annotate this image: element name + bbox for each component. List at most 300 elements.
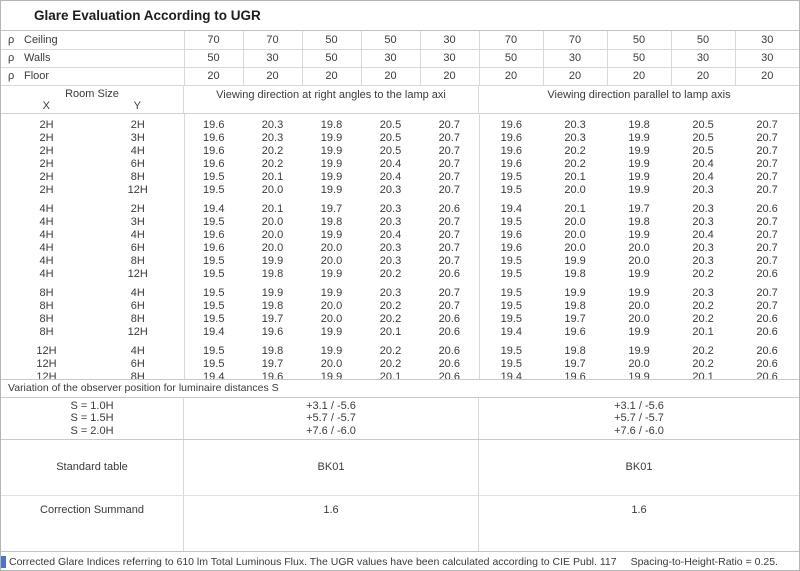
ugr-value-parallel: 19.4 — [500, 370, 523, 380]
ugr-value-right-angles: 19.9 — [320, 286, 343, 299]
ugr-value-right-angles: 19.6 — [203, 144, 225, 157]
ugr-values-section — [1, 114, 799, 380]
ugr-value-parallel: 20.3 — [692, 202, 714, 215]
ugr-value-right-angles: 20.7 — [420, 119, 479, 132]
reflectance-value: 70 — [243, 31, 302, 49]
room-size-x: 4H — [39, 267, 54, 280]
ugr-value-parallel: 20.3 — [692, 183, 714, 196]
ugr-value-right-angles: 20.7 — [420, 171, 479, 184]
ugr-value-parallel: 20.1 — [564, 202, 586, 215]
ugr-value-right-angles: 19.7 — [261, 357, 284, 370]
ugr-value-right-angles: 20.6 — [420, 358, 479, 371]
spacing-ratio-note: Spacing-to-Height-Ratio = 0.25. — [630, 555, 778, 568]
ugr-value-parallel: 20.3 — [692, 254, 714, 267]
ugr-value-parallel: 19.9 — [628, 157, 650, 170]
ugr-row — [1, 287, 799, 300]
ugr-value-parallel: 20.6 — [756, 344, 778, 357]
ugr-value-parallel: 20.7 — [756, 228, 778, 241]
ugr-value-right-angles: 20.0 — [320, 357, 343, 370]
ugr-value-right-angles: 20.0 — [261, 241, 284, 254]
ugr-value-parallel: 20.7 — [756, 286, 778, 299]
distance-value-parallel: +3.1 / -5.6 — [614, 399, 664, 412]
ugr-value-right-angles: 19.5 — [203, 312, 225, 325]
ugr-value-parallel: 19.6 — [564, 325, 586, 338]
reflectance-value: 70 — [184, 31, 243, 49]
ugr-value-right-angles: 19.5 — [203, 267, 225, 280]
ugr-value-parallel: 20.6 — [756, 325, 778, 338]
ugr-value-right-angles: 19.8 — [320, 118, 343, 131]
ugr-value-right-angles: 20.3 — [379, 215, 402, 228]
ugr-value-right-angles: 20.4 — [379, 170, 402, 183]
ugr-value-right-angles: 19.5 — [203, 215, 225, 228]
ugr-value-right-angles: 20.0 — [320, 299, 343, 312]
room-size-x: 4H — [39, 202, 54, 215]
ugr-value-right-angles: 20.1 — [379, 325, 402, 338]
ugr-value-parallel: 20.2 — [692, 267, 714, 280]
ugr-value-right-angles: 19.6 — [203, 228, 225, 241]
ugr-value-right-angles: 20.4 — [379, 157, 402, 170]
room-size-y: 4H — [92, 345, 184, 358]
ugr-value-parallel: 19.6 — [500, 241, 523, 254]
reflectance-value: 30 — [671, 49, 735, 67]
ugr-value-right-angles: 20.0 — [261, 183, 284, 196]
ugr-value-parallel: 19.5 — [500, 299, 523, 312]
room-size-x: 8H — [39, 299, 54, 312]
ugr-value-right-angles: 19.9 — [320, 131, 343, 144]
room-size-x: 2H — [39, 144, 54, 157]
ugr-value-right-angles: 20.2 — [379, 267, 402, 280]
footer-note-bar — [1, 552, 799, 571]
ugr-row — [1, 358, 799, 371]
ugr-value-right-angles: 20.0 — [261, 228, 284, 241]
ugr-value-right-angles: 20.7 — [420, 242, 479, 255]
ugr-value-parallel: 20.3 — [564, 131, 586, 144]
correction-summand-value-right-angles: 1.6 — [184, 496, 479, 551]
distance-value-right-angles: +7.6 / -6.0 — [306, 424, 356, 437]
ugr-value-right-angles: 20.0 — [320, 241, 343, 254]
ugr-value-right-angles: 20.5 — [379, 118, 402, 131]
ugr-value-parallel: 20.0 — [628, 357, 650, 370]
ugr-value-parallel: 20.3 — [564, 118, 586, 131]
reflectance-value: 30 — [420, 31, 479, 49]
ugr-value-right-angles: 19.4 — [203, 325, 225, 338]
ugr-value-right-angles: 20.5 — [379, 144, 402, 157]
reflectance-value: 30 — [361, 49, 420, 67]
ugr-value-parallel: 20.6 — [756, 202, 778, 215]
ugr-value-parallel: 19.5 — [500, 215, 523, 228]
ugr-value-right-angles: 19.9 — [320, 170, 343, 183]
ugr-value-right-angles: 19.6 — [203, 241, 225, 254]
ugr-value-right-angles: 19.9 — [320, 370, 343, 380]
ugr-value-right-angles: 20.6 — [420, 268, 479, 281]
room-size-x: 4H — [39, 215, 54, 228]
ugr-value-parallel: 19.5 — [500, 254, 523, 267]
reflectance-label — [1, 49, 184, 67]
ugr-value-right-angles: 19.9 — [320, 157, 343, 170]
ugr-value-parallel: 20.5 — [692, 144, 714, 157]
standard-table-value-parallel: BK01 — [625, 461, 653, 473]
room-size-x: 8H — [39, 312, 54, 325]
ugr-value-parallel: 19.9 — [628, 370, 650, 380]
room-size-x: 2H — [39, 170, 54, 183]
ugr-value-right-angles: 20.3 — [379, 286, 402, 299]
ugr-value-right-angles: 19.9 — [261, 286, 284, 299]
ugr-row — [1, 255, 799, 268]
ugr-row — [1, 171, 799, 184]
ugr-value-parallel: 19.5 — [500, 267, 523, 280]
ugr-value-parallel: 19.6 — [564, 370, 586, 380]
ugr-row — [1, 345, 799, 358]
ugr-row — [1, 300, 799, 313]
x-column-label: X — [42, 99, 50, 112]
ugr-value-parallel: 19.9 — [628, 325, 650, 338]
ugr-value-right-angles: 19.9 — [320, 183, 343, 196]
ugr-row — [1, 242, 799, 255]
ugr-value-parallel: 19.8 — [564, 267, 586, 280]
reflectance-name: Floor — [24, 70, 50, 82]
ugr-value-right-angles: 20.2 — [261, 157, 284, 170]
ugr-value-right-angles: 20.3 — [261, 131, 284, 144]
column-header-band — [1, 86, 799, 114]
ugr-value-right-angles: 19.8 — [320, 215, 343, 228]
room-size-y: 6H — [92, 300, 184, 313]
reflectance-value: 50 — [479, 49, 543, 67]
room-size-y: 3H — [92, 132, 184, 145]
ugr-value-parallel: 20.4 — [692, 170, 714, 183]
room-size-y: 12H — [92, 184, 184, 197]
ugr-value-parallel: 20.5 — [692, 131, 714, 144]
ugr-value-right-angles: 19.7 — [320, 202, 343, 215]
ugr-value-parallel: 20.7 — [756, 254, 778, 267]
ugr-value-parallel: 20.3 — [692, 286, 714, 299]
ugr-value-parallel: 19.5 — [500, 344, 523, 357]
ugr-value-right-angles: 20.7 — [420, 229, 479, 242]
room-size-y: 8H — [92, 255, 184, 268]
page-title: Glare Evaluation According to UGR — [1, 1, 799, 31]
ugr-value-right-angles: 20.7 — [420, 255, 479, 268]
ugr-value-parallel: 20.7 — [756, 183, 778, 196]
ugr-value-right-angles: 20.1 — [379, 370, 402, 380]
ugr-value-right-angles: 19.8 — [261, 344, 284, 357]
ugr-value-right-angles: 20.7 — [420, 145, 479, 158]
standard-table-row — [1, 440, 799, 496]
ugr-value-parallel: 19.9 — [628, 344, 650, 357]
ugr-value-parallel: 20.1 — [564, 170, 586, 183]
ugr-value-parallel: 19.5 — [500, 170, 523, 183]
room-size-x: 8H — [39, 286, 54, 299]
reflectance-value: 30 — [543, 49, 607, 67]
ugr-value-parallel: 20.2 — [692, 312, 714, 325]
ugr-value-parallel: 20.5 — [692, 118, 714, 131]
ugr-value-parallel: 19.5 — [500, 312, 523, 325]
ugr-value-right-angles: 20.1 — [261, 202, 284, 215]
luminaire-distance-section — [1, 398, 799, 440]
ugr-value-parallel: 19.7 — [628, 202, 650, 215]
reflectance-value: 50 — [671, 31, 735, 49]
ugr-value-parallel: 19.8 — [564, 299, 586, 312]
ugr-value-parallel: 19.4 — [500, 325, 523, 338]
reflectance-row — [1, 31, 799, 49]
room-size-y: 4H — [92, 287, 184, 300]
ugr-row — [1, 184, 799, 197]
reflectance-value: 30 — [735, 49, 799, 67]
rho-symbol: ρ — [8, 33, 15, 46]
room-size-x: 12H — [36, 357, 57, 370]
reflectance-value: 20 — [302, 67, 361, 85]
ugr-value-parallel: 19.9 — [628, 170, 650, 183]
ugr-value-right-angles: 20.3 — [379, 241, 402, 254]
ugr-value-parallel: 20.0 — [628, 299, 650, 312]
ugr-value-parallel: 20.2 — [564, 157, 586, 170]
room-size-y: 12H — [92, 326, 184, 339]
ugr-value-parallel: 20.4 — [692, 157, 714, 170]
reflectance-row — [1, 67, 799, 85]
ugr-value-right-angles: 19.5 — [203, 357, 225, 370]
room-size-y: 4H — [92, 145, 184, 158]
distance-label: S = 1.5H — [70, 412, 114, 424]
ugr-value-parallel: 19.8 — [564, 344, 586, 357]
reflectance-value: 20 — [420, 67, 479, 85]
distance-values-parallel — [479, 398, 799, 439]
ugr-value-parallel: 19.9 — [628, 267, 650, 280]
ugr-value-right-angles: 20.4 — [379, 228, 402, 241]
distance-value-parallel: +5.7 / -5.7 — [614, 412, 664, 424]
ugr-value-parallel: 20.6 — [756, 357, 778, 370]
ugr-value-parallel: 19.9 — [628, 131, 650, 144]
correction-summand-label: Correction Summand — [1, 496, 184, 551]
ugr-value-right-angles: 19.9 — [320, 344, 343, 357]
reflectance-value: 70 — [543, 31, 607, 49]
ugr-value-parallel: 20.1 — [692, 370, 714, 380]
ugr-value-right-angles: 19.9 — [320, 267, 343, 280]
ugr-value-right-angles: 19.9 — [261, 254, 284, 267]
ugr-value-right-angles: 19.5 — [203, 170, 225, 183]
ugr-value-parallel: 19.8 — [628, 118, 650, 131]
ugr-row — [1, 371, 799, 380]
right-angles-direction-header: Viewing direction at right angles to the lamp axi — [184, 86, 479, 113]
ugr-value-right-angles: 20.3 — [379, 183, 402, 196]
distance-label: S = 1.0H — [70, 399, 114, 412]
reflectance-value: 30 — [420, 49, 479, 67]
ugr-value-right-angles: 20.6 — [420, 313, 479, 326]
ugr-value-right-angles: 19.6 — [203, 118, 225, 131]
parallel-direction-header: Viewing direction parallel to lamp axis — [547, 88, 731, 101]
ugr-value-parallel: 20.7 — [756, 215, 778, 228]
ugr-value-parallel: 20.0 — [628, 254, 650, 267]
ugr-value-parallel: 19.6 — [500, 228, 523, 241]
reflectance-value: 30 — [243, 49, 302, 67]
ugr-value-right-angles: 19.8 — [261, 267, 284, 280]
room-size-y: 6H — [92, 242, 184, 255]
ugr-value-right-angles: 20.7 — [420, 216, 479, 229]
reflectance-label — [1, 67, 184, 85]
footer-accent-marker — [1, 556, 6, 568]
ugr-value-parallel: 20.7 — [756, 170, 778, 183]
reflectance-value: 50 — [302, 31, 361, 49]
ugr-value-parallel: 19.5 — [500, 357, 523, 370]
reflectance-value: 70 — [479, 31, 543, 49]
ugr-value-right-angles: 20.2 — [379, 299, 402, 312]
ugr-value-parallel: 19.9 — [628, 228, 650, 241]
ugr-value-right-angles: 19.9 — [320, 228, 343, 241]
ugr-value-right-angles: 20.2 — [379, 312, 402, 325]
ugr-value-right-angles: 19.9 — [320, 144, 343, 157]
ugr-row — [1, 145, 799, 158]
ugr-value-right-angles: 20.0 — [261, 215, 284, 228]
ugr-value-parallel: 19.4 — [500, 202, 523, 215]
ugr-value-parallel: 20.6 — [756, 312, 778, 325]
ugr-value-parallel: 20.7 — [756, 157, 778, 170]
ugr-value-right-angles: 19.4 — [203, 370, 225, 380]
ugr-table — [1, 114, 799, 380]
ugr-value-parallel: 20.0 — [564, 215, 586, 228]
distance-value-parallel: +7.6 / -6.0 — [614, 424, 664, 437]
ugr-value-parallel: 19.9 — [564, 286, 586, 299]
ugr-value-right-angles: 20.7 — [420, 287, 479, 300]
room-size-y: 2H — [92, 203, 184, 216]
ugr-value-parallel: 20.2 — [564, 144, 586, 157]
ugr-value-parallel: 19.9 — [628, 286, 650, 299]
room-size-header — [1, 86, 184, 113]
room-size-x: 2H — [39, 157, 54, 170]
footer-note: Corrected Glare Indices referring to 610 lm Total Luminous Flux. The UGR values have been calculated according to CIE Publ. 117 — [9, 555, 617, 568]
reflectance-name: Walls — [24, 52, 51, 64]
ugr-row — [1, 119, 799, 132]
reflectance-value: 50 — [607, 31, 671, 49]
room-size-x: 4H — [39, 241, 54, 254]
ugr-value-right-angles: 19.4 — [203, 202, 225, 215]
room-size-y: 4H — [92, 229, 184, 242]
ugr-value-right-angles: 19.5 — [203, 344, 225, 357]
ugr-value-right-angles: 20.5 — [379, 131, 402, 144]
ugr-value-parallel: 20.1 — [692, 325, 714, 338]
ugr-value-parallel: 20.2 — [692, 299, 714, 312]
standard-table-value-right-angles: BK01 — [184, 440, 479, 495]
ugr-value-parallel: 19.9 — [628, 144, 650, 157]
reflectance-value: 20 — [671, 67, 735, 85]
reflectance-row — [1, 49, 799, 67]
reflectance-table — [1, 31, 799, 86]
correction-summand-value-parallel: 1.6 — [631, 503, 647, 516]
room-size-y: 8H — [92, 171, 184, 184]
room-size-x: 4H — [39, 228, 54, 241]
ugr-value-right-angles: 20.7 — [420, 184, 479, 197]
ugr-value-right-angles: 20.7 — [420, 132, 479, 145]
ugr-value-right-angles: 20.6 — [420, 371, 479, 380]
ugr-row — [1, 268, 799, 281]
ugr-value-parallel: 19.6 — [500, 118, 523, 131]
distance-label: S = 2.0H — [70, 424, 114, 437]
ugr-value-right-angles: 19.6 — [203, 131, 225, 144]
ugr-value-right-angles: 19.6 — [261, 370, 284, 380]
ugr-value-right-angles: 20.6 — [420, 345, 479, 358]
distance-labels — [1, 398, 184, 439]
ugr-value-parallel: 20.0 — [564, 183, 586, 196]
ugr-value-right-angles: 20.6 — [420, 326, 479, 339]
room-size-y: 12H — [92, 268, 184, 281]
ugr-value-parallel: 20.6 — [756, 370, 778, 380]
room-size-x: 8H — [39, 325, 54, 338]
room-size-y: 8H — [92, 313, 184, 326]
ugr-row — [1, 229, 799, 242]
ugr-row — [1, 132, 799, 145]
distance-values-right-angles — [184, 398, 479, 439]
rho-symbol: ρ — [8, 70, 15, 82]
room-size-x: 2H — [39, 183, 54, 196]
ugr-value-parallel: 20.7 — [756, 144, 778, 157]
ugr-value-right-angles: 19.5 — [203, 254, 225, 267]
ugr-value-parallel: 19.6 — [500, 131, 523, 144]
ugr-value-right-angles: 20.3 — [379, 254, 402, 267]
reflectance-value: 20 — [543, 67, 607, 85]
ugr-value-parallel: 19.9 — [628, 183, 650, 196]
ugr-value-parallel: 20.0 — [564, 241, 586, 254]
ugr-value-right-angles: 20.7 — [420, 158, 479, 171]
reflectance-name: Ceiling — [24, 33, 58, 46]
ugr-value-right-angles: 19.6 — [203, 157, 225, 170]
reflectance-value: 50 — [361, 31, 420, 49]
reflectance-value: 50 — [607, 49, 671, 67]
ugr-value-parallel: 20.2 — [692, 357, 714, 370]
ugr-value-parallel: 20.0 — [564, 228, 586, 241]
ugr-value-parallel: 20.3 — [692, 215, 714, 228]
distance-value-right-angles: +5.7 / -5.7 — [306, 412, 356, 424]
reflectance-value: 30 — [735, 31, 799, 49]
room-size-y: 6H — [92, 158, 184, 171]
room-size-y: 6H — [92, 358, 184, 371]
room-size-x: 4H — [39, 254, 54, 267]
ugr-value-parallel: 20.7 — [756, 131, 778, 144]
room-size-y: 3H — [92, 216, 184, 229]
ugr-value-parallel: 19.6 — [500, 144, 523, 157]
y-column-label: Y — [133, 99, 141, 112]
ugr-value-right-angles: 20.0 — [320, 312, 343, 325]
ugr-value-parallel: 19.6 — [500, 157, 523, 170]
ugr-value-parallel: 20.6 — [756, 267, 778, 280]
room-size-x: 12H — [36, 370, 57, 380]
ugr-value-parallel: 20.0 — [628, 241, 650, 254]
ugr-value-parallel: 20.4 — [692, 228, 714, 241]
ugr-value-parallel: 20.7 — [756, 299, 778, 312]
room-size-y: 2H — [92, 119, 184, 132]
ugr-row — [1, 216, 799, 229]
ugr-value-right-angles: 20.0 — [320, 254, 343, 267]
reflectance-value: 20 — [361, 67, 420, 85]
ugr-value-right-angles: 19.8 — [261, 299, 284, 312]
ugr-value-right-angles: 20.2 — [261, 144, 284, 157]
distance-value-right-angles: +3.1 / -5.6 — [306, 399, 356, 412]
ugr-value-right-angles: 19.6 — [261, 325, 284, 338]
ugr-value-parallel: 19.5 — [500, 286, 523, 299]
ugr-value-parallel: 19.5 — [500, 183, 523, 196]
ugr-value-right-angles: 20.2 — [379, 357, 402, 370]
ugr-row — [1, 313, 799, 326]
ugr-row — [1, 326, 799, 339]
correction-summand-row — [1, 496, 799, 552]
ugr-value-right-angles: 20.2 — [379, 344, 402, 357]
ugr-value-right-angles: 19.5 — [203, 286, 225, 299]
ugr-value-parallel: 20.0 — [628, 312, 650, 325]
reflectance-value: 20 — [607, 67, 671, 85]
ugr-value-parallel: 19.7 — [564, 357, 586, 370]
room-size-x: 12H — [36, 344, 57, 357]
observer-variation-note: Variation of the observer position for luminaire distances S — [1, 380, 799, 398]
room-size-y: 8H — [92, 371, 184, 380]
ugr-value-parallel: 20.3 — [692, 241, 714, 254]
reflectance-value: 50 — [302, 49, 361, 67]
room-size-x: 2H — [39, 131, 54, 144]
ugr-value-parallel: 20.2 — [692, 344, 714, 357]
